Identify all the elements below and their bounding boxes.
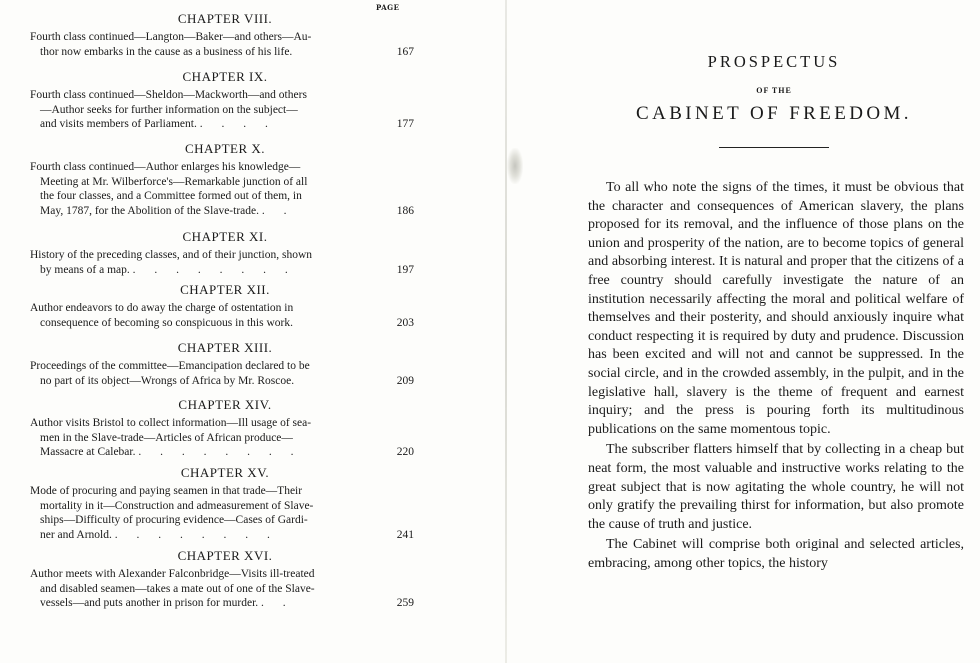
chapter-summary-line: mortality in it—Construction and admeasurement of Slave- xyxy=(40,499,314,512)
chapter-page-number: 203 xyxy=(396,316,414,329)
chapter-summary-line: Author meets with Alexander Falconbridge—Visits ill-treated xyxy=(30,568,315,580)
chapter-title: CHAPTER XIII. xyxy=(177,340,273,355)
chapter-summary-line: vessels—and puts another in prison for murder. xyxy=(40,597,259,609)
chapter-summary-line: Mode of procuring and paying seamen in that trade—Their xyxy=(30,485,303,497)
chapter-summary-line: Author endeavors to do away the charge of ostentation in xyxy=(30,302,294,314)
chapter-summary-line: Fourth class continued—Author enlarges his knowledge— xyxy=(30,161,301,173)
chapter-title: CHAPTER IX. xyxy=(182,69,268,84)
prospectus-title: PROSPECTUS xyxy=(707,52,841,71)
chapter-summary-line: Proceedings of the committee—Emancipation declared to be xyxy=(30,360,310,372)
chapter-summary-line: Fourth class continued—Langton—Baker—and others—Au- xyxy=(30,31,312,43)
chapter-entry xyxy=(30,282,420,330)
chapter-summary-line: May, 1787, for the Abolition of the Slave-trade. xyxy=(40,204,259,217)
prospectus-body xyxy=(588,179,964,575)
chapter-summary-line: —Author seeks for further information on the subject— xyxy=(40,103,298,116)
chapter-summary-line: ships—Difficulty of procuring evidence—Cases of Gardi- xyxy=(40,514,308,526)
chapter-title: CHAPTER XVI. xyxy=(177,548,273,563)
chapter-title: CHAPTER XIV. xyxy=(178,397,272,412)
title-rule xyxy=(719,147,829,148)
chapter-summary-line: consequence of becoming so conspicuous in this work. xyxy=(40,316,293,329)
prospectus-subtitle: CABINET OF FREEDOM. xyxy=(636,103,912,124)
chapter-page-number: 220 xyxy=(396,446,414,458)
chapter-title: CHAPTER VIII. xyxy=(177,11,273,26)
chapter-page-number: 177 xyxy=(396,118,414,130)
chapter-summary-line: Author visits Bristol to collect information—Ill usage of sea- xyxy=(30,417,312,429)
chapter-entry: CHAPTER XI. History of the preceding classes, and of their junction, shown by means of a map. . . . . . . . . 197 xyxy=(30,229,420,277)
prospectus-paragraph: The subscriber flatters himself that by collecting in a cheap but neat form, the most valuable and instructive works relating to the great subject that is now agitating the whole country, he will not only gratify the prevailing thirst for information, but also promote the cause of truth and justice. xyxy=(588,442,964,532)
chapter-entry: CHAPTER IX. Fourth class continued—Sheldon—Mackworth—and others —Author seeks for further information on the subject— and visits members of Parliament. . . . . 177 xyxy=(30,69,420,132)
chapter-summary-line: by means of a map. xyxy=(40,263,130,276)
chapter-entry xyxy=(30,340,420,388)
chapter-entry: CHAPTER XIV. Author visits Bristol to collect information—Ill usage of sea- men in the Slave-trade—Articles of African produce— Massacre at Calebar. . . . . . . . . 220 xyxy=(30,397,420,460)
chapter-page-number: 209 xyxy=(396,374,414,387)
prospectus-heading xyxy=(580,52,968,148)
prospectus-paragraph: To all who note the signs of the times, it must be obvious that the character and consequences of American slavery, the plans proposed for its removal, and the influence of those plans on the union and prosperity of the nation, are to become topics of general and absorbing interest. It is natural and proper that the citizens of a free country should carefully investigate the nature of an institution necessarily affecting the moral and political welfare of themselves and their posterity, and should anxiously inquire what conduct respecting it is required by duty and prudence. Discussion has been excited and will not and cannot be suppressed. In the social circle, and in the crowded assembly, in the pulpit, and in the legislative hall, slavery is the theme of frequent and earnest inquiry; and the press is pouring forth its multitudinous publications on the same momentous topic. xyxy=(588,180,964,437)
chapter-summary-line: ner and Arnold. xyxy=(40,528,112,541)
chapter-summary-line: and disabled seamen—takes a mate out of one of the Slave- xyxy=(40,582,315,595)
chapter-entry: CHAPTER XVI. Author meets with Alexander Falconbridge—Visits ill-treated and disabled seamen—takes a mate out of one of the Slave- vessels—and puts another in prison for murder. . . 259 xyxy=(30,548,420,611)
chapter-summary-line: the four classes, and a Committee formed out of them, in xyxy=(40,190,302,202)
chapter-title: CHAPTER X. xyxy=(184,141,266,156)
prospectus-of-the: OF THE xyxy=(756,86,792,95)
chapter-title: CHAPTER XII. xyxy=(180,282,270,297)
chapter-page-number: 167 xyxy=(396,45,414,58)
chapter-entry: CHAPTER X. Fourth class continued—Author enlarges his knowledge— Meeting at Mr. Wilberforce's—Remarkable junction of all the four classes, and a Committee formed out of them, in May, 1787, for the Abolition of the Slave-trade. . . 186 xyxy=(30,141,420,218)
chapter-page-number: 259 xyxy=(396,597,414,609)
chapter-summary-line: men in the Slave-trade—Articles of African produce— xyxy=(40,431,293,444)
chapter-page-number: 186 xyxy=(396,204,414,217)
chapter-entry: CHAPTER XV. Mode of procuring and paying seamen in that trade—Their mortality in it—Construction and admeasurement of Slave- ships—Difficulty of procuring evidence—Cases of Gardi- ner and Arnold. . . . . . . . . 241 xyxy=(30,465,420,542)
chapter-page-number: 241 xyxy=(396,528,414,541)
prospectus-paragraph: The Cabinet will comprise both original and selected articles, embracing, among other topics, the history xyxy=(588,537,964,571)
chapter-summary-line: thor now embarks in the cause as a business of his life. xyxy=(40,45,293,58)
chapter-entry xyxy=(30,11,420,59)
chapter-page-number: 197 xyxy=(396,263,414,276)
chapter-summary-line: and visits members of Parliament. xyxy=(40,118,197,130)
chapter-summary-line: no part of its object—Wrongs of Africa by Mr. Roscoe. xyxy=(40,374,295,387)
chapter-title: CHAPTER XV. xyxy=(180,465,270,480)
chapter-summary-line: Meeting at Mr. Wilberforce's—Remarkable junction of all xyxy=(40,175,308,188)
page-column-label: PAGE xyxy=(376,3,400,12)
chapter-summary-line: Fourth class continued—Sheldon—Mackworth—and others xyxy=(30,89,307,101)
chapter-summary-line: Massacre at Calebar. xyxy=(40,446,136,458)
chapter-title: CHAPTER XI. xyxy=(182,229,268,244)
chapter-summary-line: History of the preceding classes, and of their junction, shown xyxy=(30,249,313,261)
